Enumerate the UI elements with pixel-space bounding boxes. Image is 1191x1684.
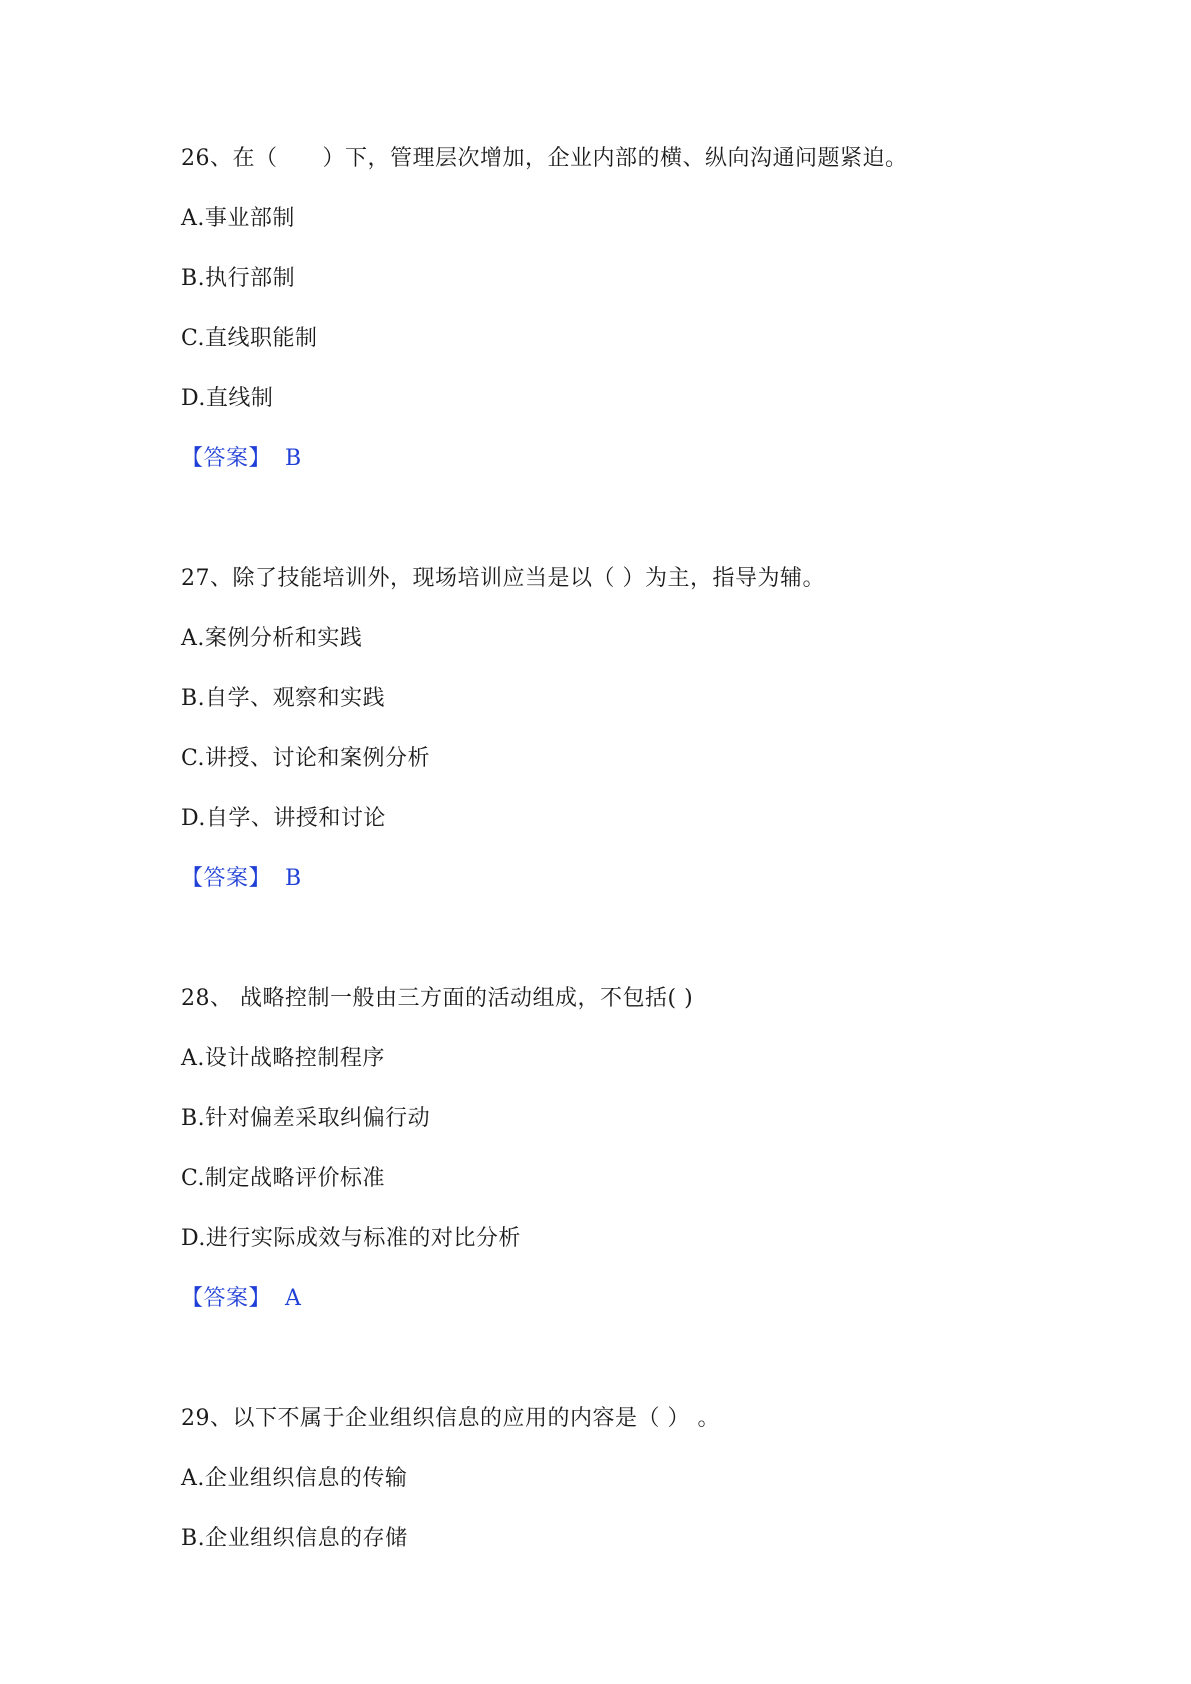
- question-27-option-d: D.自学、讲授和讨论: [181, 806, 386, 831]
- question-27-answer: [181, 864, 302, 894]
- question-27-stem: 27、除了技能培训外，现场培训应当是以（ ）为主，指导为辅。: [181, 566, 825, 591]
- question-26-answer: [181, 444, 302, 474]
- answer-label: 【答案】: [181, 446, 272, 471]
- answer-value: B: [285, 866, 302, 891]
- question-29-option-a: A.企业组织信息的传输: [181, 1466, 408, 1491]
- question-29-option-b: B.企业组织信息的存储: [181, 1526, 408, 1551]
- question-27-option-a: A.案例分析和实践: [181, 626, 363, 651]
- question-27-option-b: B.自学、观察和实践: [181, 686, 386, 711]
- question-26-option-c: C.直线职能制: [181, 326, 318, 351]
- answer-value: B: [285, 446, 302, 471]
- question-28-answer: [181, 1284, 301, 1314]
- question-26-option-a: A.事业部制: [181, 206, 295, 231]
- question-28-option-c: C.制定战略评价标准: [181, 1166, 386, 1191]
- answer-value: A: [285, 1286, 302, 1311]
- question-26-option-b: B.执行部制: [181, 266, 296, 291]
- question-28-option-b: B.针对偏差采取纠偏行动: [181, 1106, 431, 1131]
- question-26-option-d: D.直线制: [181, 386, 274, 411]
- question-29-stem: 29、以下不属于企业组织信息的应用的内容是（ ） 。: [181, 1406, 720, 1431]
- answer-label: 【答案】: [181, 866, 272, 891]
- question-28-option-a: A.设计战略控制程序: [181, 1046, 385, 1071]
- question-27-option-c: C.讲授、讨论和案例分析: [181, 746, 431, 771]
- answer-label: 【答案】: [181, 1286, 272, 1311]
- question-28-option-d: D.进行实际成效与标准的对比分析: [181, 1226, 521, 1251]
- question-28-stem: 28、 战略控制一般由三方面的活动组成，不包括( ): [181, 986, 694, 1011]
- question-26-stem: 26、在（ ）下，管理层次增加，企业内部的横、纵向沟通问题紧迫。: [181, 146, 908, 171]
